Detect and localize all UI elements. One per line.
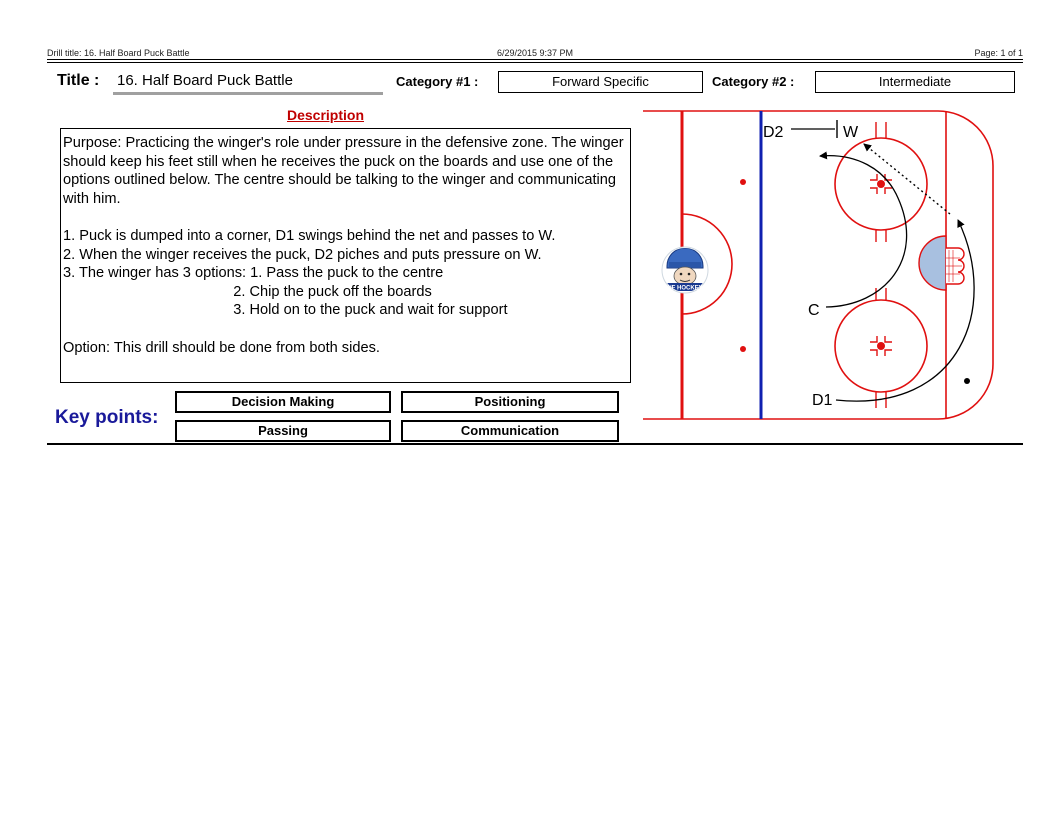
puck [964,378,970,384]
title-value: 16. Half Board Puck Battle [113,70,383,95]
centre-skating-path [820,156,907,307]
key-point-positioning: Positioning [401,391,619,413]
drill-title-header: Drill title: 16. Half Board Puck Battle [47,48,190,58]
category1-label: Category #1 : [396,74,479,89]
category2-value: Intermediate [815,71,1015,93]
goal-net [946,248,964,284]
key-point-passing: Passing [175,420,391,442]
player-d2: D2 [763,124,784,141]
description-text: Purpose: Practicing the winger's role under pressure in the defensive zone. The winger should keep his feet still when he receives the puck on the boards and use one of the options outlined below. The centre should be talking to the winger and communicating with him. 1. Puck is dumped into a corner, D1 swings behind the net and passes to W. 2. When the winger receives the puck, D2 piches and puts pressure on W. 3. The winger has 3 options: 1. Pass the puck to the centre 2. Chip the puck off the boards 3. Hold on to the puck and wait for support Option: This drill should be done from both sides. [60,128,631,383]
header-rule-top [47,59,1023,60]
neutral-dot-bottom [740,346,746,352]
print-datetime: 6/29/2015 9:37 PM [497,48,574,58]
player-w: W [843,124,859,141]
player-d1: D1 [812,392,833,409]
category1-value: Forward Specific [498,71,703,93]
key-points-label: Key points: [55,407,159,428]
page-number: Page: 1 of 1 [974,48,1023,58]
logo-text: NF HOCKEY [667,285,703,292]
goal-crease [919,236,946,290]
hockey-logo [662,247,708,293]
neutral-dot-top [740,179,746,185]
rink-diagram [640,108,1000,424]
player-c: C [808,302,820,319]
title-label: Title : [57,72,100,89]
description-heading: Description [287,107,365,123]
footer-rule [47,443,1023,445]
header-rule-bottom [47,62,1023,63]
category2-label: Category #2 : [712,74,795,89]
key-point-decision-making: Decision Making [175,391,391,413]
key-point-communication: Communication [401,420,619,442]
